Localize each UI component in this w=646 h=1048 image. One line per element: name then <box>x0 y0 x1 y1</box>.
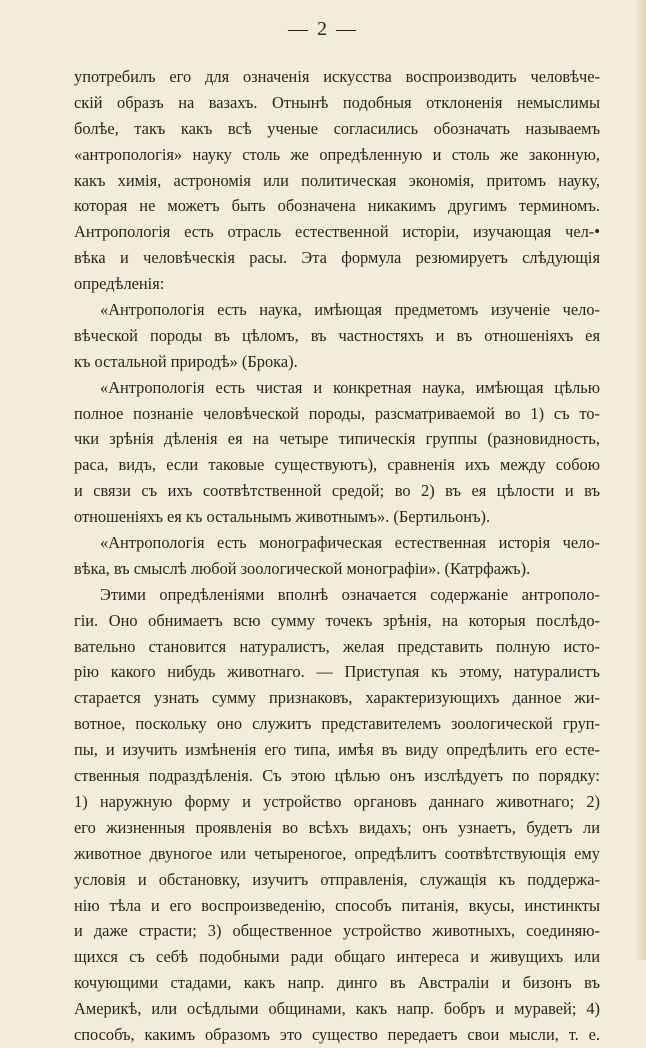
text-line: условія и обстановку, изучитъ отправленія, служащія къ поддержа- <box>74 869 600 889</box>
text-line: вотное, поскольку оно служитъ представителемъ зоологической груп- <box>74 714 600 734</box>
text-line: Этими опредѣленіями вполнѣ означается содержаніе антрополо- <box>100 584 600 604</box>
text-line: чки зрѣнія дѣленія ея на четыре типическія группы (разновидность, <box>74 429 600 449</box>
text-line: Антропологія есть отрасль естественной исторіи, изучающая чел-• <box>74 222 600 242</box>
text-line: его жизненныя проявленія во всѣхъ видахъ; онъ узнаетъ, будетъ ли <box>74 817 600 837</box>
text-line: и даже страсти; 3) общественное устройство животныхъ, соединяю- <box>74 921 600 941</box>
text-line: полное познаніе человѣческой породы, разсматриваемой во 1) съ то- <box>74 403 600 423</box>
text-line: рію какого нибудь животнаго. — Приступая къ этому, натуралистъ <box>74 662 600 682</box>
text-line: щихся съ себѣ подобными ради общаго интереса и живущихъ или <box>74 947 600 967</box>
text-line: гіи. Оно обнимаетъ всю сумму точекъ зрѣнія, на которыя послѣдо- <box>74 610 600 630</box>
text-line: пы, и изучить измѣненія его типа, имѣя въ виду опредѣлить его есте- <box>74 740 600 760</box>
text-line: «Антропологія есть монографическая естественная исторія чело- <box>100 533 600 553</box>
text-line: вѣка, въ смыслѣ любой зоологической монографіи». (Катрфажъ). <box>74 558 531 578</box>
text-line: вѣка и человѣческія расы. Эта формула резюмируетъ слѣдующія <box>74 248 600 268</box>
text-line: старается узнать сумму признаковъ, характеризующихъ данное жи- <box>74 688 600 708</box>
text-line: способъ, какимъ образомъ это существо передаетъ свои мысли, т. е. <box>74 1024 600 1044</box>
text-line: ственныя подраздѣленія. Съ этою цѣлью онъ изслѣдуетъ по порядку: <box>74 766 600 786</box>
page-edge <box>636 0 646 960</box>
text-line: Америкѣ, или осѣдлыми общинами, какъ напр. бобръ и муравей; 4) <box>74 999 600 1019</box>
text-line: опредѣленія: <box>74 274 165 294</box>
text-line: вательно становится натуралистъ, желая представить полную исто- <box>74 636 600 656</box>
text-line: «Антропологія есть наука, имѣющая предметомъ изученіе чело- <box>100 300 600 320</box>
text-line: болѣе, такъ какъ всѣ ученые согласились обозначать называемъ <box>74 118 600 138</box>
text-line: которая не можетъ быть обозначена никакимъ другимъ терминомъ. <box>74 196 600 216</box>
text-line: къ остальной природѣ» (Брока). <box>74 351 298 371</box>
text-line: «антропологія» науку столь же опредѣленную и столь же законную, <box>74 144 600 164</box>
text-line: употребилъ его для означенія искусства воспроизводить человѣче- <box>74 67 600 86</box>
body-text <box>74 64 600 1048</box>
text-line: «Антропологія есть чистая и конкретная наука, имѣющая цѣлью <box>100 377 600 397</box>
text-line: скій образъ на вазахъ. Отнынѣ подобныя отклоненія немыслимы <box>74 92 600 112</box>
text-line: отношеніяхъ ея къ остальнымъ животнымъ». (Бертильонъ). <box>74 507 491 527</box>
text-line: кочующими стадами, какъ напр. динго въ Австраліи и бизонъ въ <box>74 973 600 993</box>
text-line: 1) наружную форму и устройство органовъ даннаго животнаго; 2) <box>74 791 600 811</box>
page-number: — 2 — <box>288 18 358 40</box>
text-line: раса, видъ, если таковые существуютъ), сравненія ихъ между собою <box>74 455 600 475</box>
text-line: вѣческой породы въ цѣломъ, въ частностяхъ и въ отношеніяхъ ея <box>74 325 600 345</box>
text-line: какъ химія, астрономія или политическая экономія, притомъ науку, <box>74 170 600 190</box>
text-line: нію тѣла и его воспроизведенію, способъ питанія, вкусы, инстинкты <box>74 895 600 915</box>
text-line: и связи съ ихъ соотвѣтственной средой; во 2) въ ея цѣлости и въ <box>74 481 600 501</box>
text-line: животное двуногое или четыреногое, опредѣлитъ соотвѣтствующія ему <box>74 843 600 863</box>
